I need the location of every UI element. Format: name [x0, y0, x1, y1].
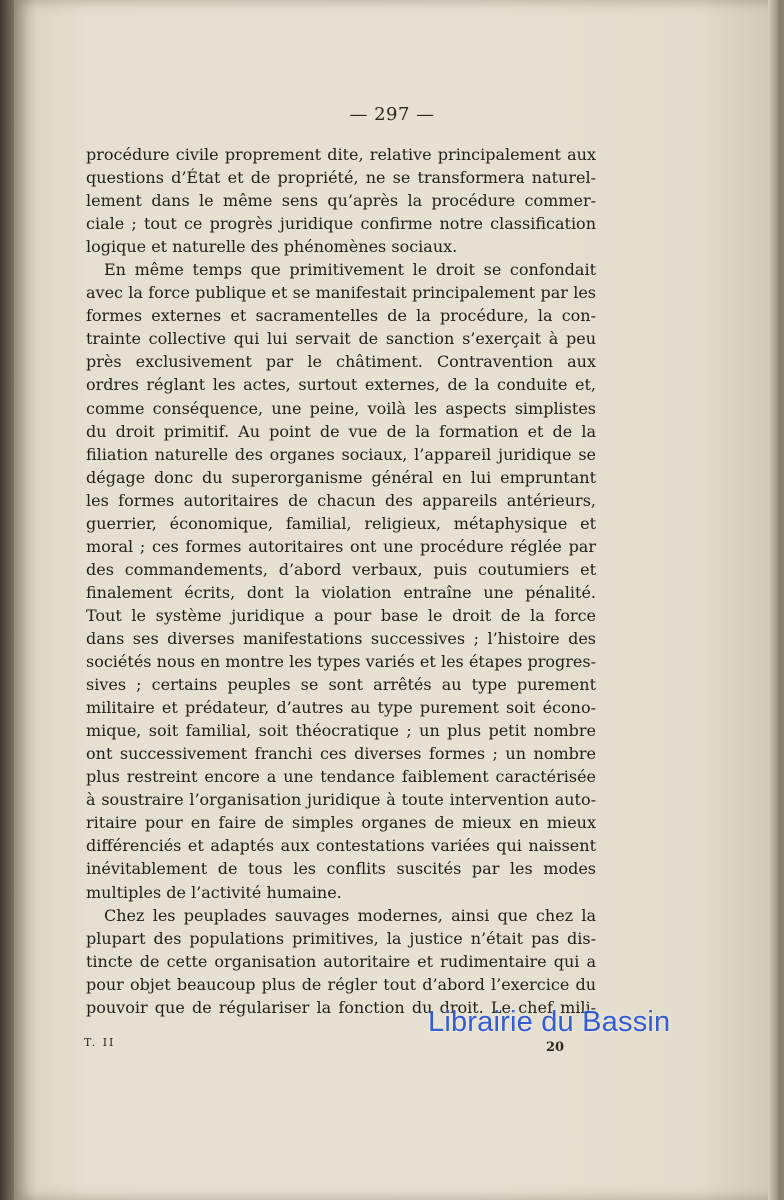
text-line: avec la force publique et se manifestait principalement par les: [86, 283, 596, 303]
text-line: du droit primitif. Au point de vue de la formation et de la: [86, 421, 596, 441]
watermark-text: Librairie du Bassin: [428, 1006, 671, 1038]
text-line: inévitablement de tous les conflits suscités par les modes: [86, 859, 596, 879]
text-line: sociétés nous en montre les types variés et les étapes progres-: [86, 652, 596, 672]
text-line: à soustraire l’organisation juridique à toute intervention auto-: [86, 790, 596, 810]
text-line: guerrier, économique, familial, religieux, métaphysique et: [86, 513, 596, 533]
text-line: pour objet beaucoup plus de régler tout d’abord l’exercice du: [86, 974, 596, 994]
text-line: mique, soit familial, soit théocratique ; un plus petit nombre: [86, 721, 596, 741]
text-line: finalement écrits, dont la violation entraîne une pénalité.: [86, 582, 596, 602]
text-line: filiation naturelle des organes sociaux, l’appareil juridique se: [86, 444, 596, 464]
text-line: comme conséquence, une peine, voilà les aspects simplistes: [86, 398, 596, 418]
text-line: trainte collective qui lui servait de sanction s’exerçait à peu: [86, 329, 596, 349]
text-line: plus restreint encore a une tendance faiblement caractérisée: [86, 767, 596, 787]
text-line: des commandements, d’abord verbaux, puis coutumiers et: [86, 559, 596, 579]
text-line: En même temps que primitivement le droit se confondait: [104, 260, 596, 280]
text-line: Tout le système juridique a pour base le droit de la force: [86, 605, 596, 625]
page-edge: [768, 0, 778, 1200]
text-line: dans ses diverses manifestations successives ; l’histoire des: [86, 628, 596, 648]
text-line: près exclusivement par le châtiment. Contravention aux: [86, 352, 596, 372]
text-line: ordres réglant les actes, surtout externes, de la conduite et,: [86, 375, 596, 395]
text-line: moral ; ces formes autoritaires ont une procédure réglée par: [86, 536, 596, 556]
text-line: pouvoir que de régulariser la fonction du droit. Le chef mili-: [86, 997, 596, 1017]
text-line: dégage donc du superorganisme général en lui empruntant: [86, 467, 596, 487]
text-line: ritaire pour en faire de simples organes de mieux en mieux: [86, 813, 596, 833]
text-line: les formes autoritaires de chacun des appareils antérieurs,: [86, 490, 596, 510]
text-line: plupart des populations primitives, la justice n’était pas dis-: [86, 928, 596, 948]
text-line: militaire et prédateur, d’autres au type purement soit écono-: [86, 698, 596, 718]
text-line: sives ; certains peuples se sont arrêtés au type purement: [86, 675, 596, 695]
text-line: différenciés et adaptés aux contestations variées qui naissent: [86, 836, 596, 856]
text-line: Chez les peuplades sauvages modernes, ainsi que chez la: [104, 905, 596, 925]
text-line: ciale ; tout ce progrès juridique confirme notre classification: [86, 214, 596, 234]
text-line: lement dans le même sens qu’après la procédure commer-: [86, 191, 596, 211]
text-line: procédure civile proprement dite, relative principalement aux: [86, 145, 596, 164]
text-line: formes externes et sacramentelles de la procédure, la con-: [86, 306, 596, 326]
footer-signature-number: 20: [546, 1040, 565, 1055]
text-line: multiples de l’activité humaine.: [86, 882, 342, 902]
text-line: questions d’État et de propriété, ne se transformera naturel-: [86, 168, 596, 188]
body-text: [86, 143, 596, 1019]
footer-volume-mark: T. II: [84, 1036, 116, 1049]
text-line: logique et naturelle des phénomènes sociaux.: [86, 237, 458, 257]
text-line: ont successivement franchi ces diverses formes ; un nombre: [86, 744, 596, 764]
page-number: — 297 —: [349, 104, 435, 125]
text-line: tincte de cette organisation autoritaire et rudimentaire qui a: [86, 951, 596, 971]
book-gutter-shadow: [0, 0, 14, 1200]
